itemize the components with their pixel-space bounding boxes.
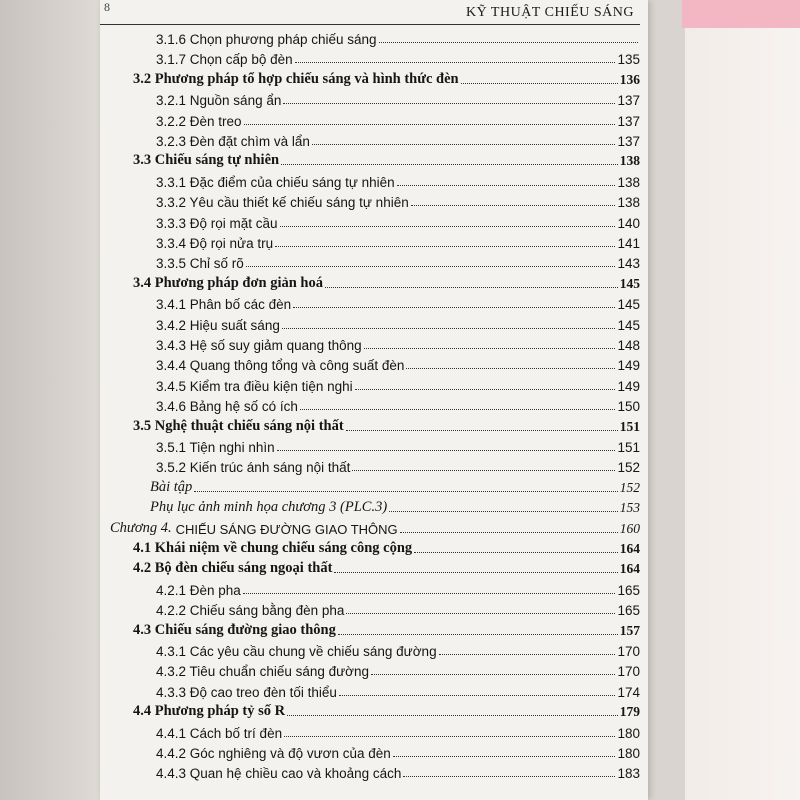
dot-leader: [300, 409, 616, 410]
dot-leader: [355, 389, 616, 390]
toc-entry: [133, 272, 640, 292]
dot-leader: [403, 776, 615, 777]
toc-entry: [156, 394, 640, 414]
toc-page-number: 151: [619, 418, 640, 434]
dot-leader: [281, 164, 618, 165]
toc-entry: [156, 333, 640, 353]
toc-entry: [133, 619, 640, 639]
dot-leader: [389, 511, 618, 512]
toc-page-number: 137: [617, 134, 640, 149]
toc-entry-title: 3.3 Chiếu sáng tự nhiên: [133, 152, 280, 169]
toc-page-number: 148: [617, 338, 640, 353]
chapter-title: CHIẾU SÁNG ĐƯỜNG GIAO THÔNG: [175, 521, 398, 537]
dot-leader: [371, 674, 615, 675]
dot-leader: [406, 368, 615, 369]
dot-leader: [293, 307, 615, 308]
toc-page-number: 145: [617, 317, 640, 333]
toc-entry: [156, 578, 640, 598]
toc-entry-title: 3.3.4 Độ rọi nửa trụ: [156, 236, 274, 251]
toc-page-number: 164: [619, 541, 640, 556]
toc-page-number: 149: [617, 378, 640, 394]
dot-leader: [194, 491, 617, 492]
toc-entry: [156, 374, 640, 394]
toc-entry-title: 3.3.2 Yêu cầu thiết kế chiếu sáng tự nhiên: [156, 195, 409, 211]
toc-entry: [156, 109, 640, 129]
toc-entry: [156, 190, 640, 210]
dot-leader: [325, 287, 618, 288]
toc-page-number: 150: [617, 399, 640, 415]
dot-leader: [243, 593, 616, 594]
dot-leader: [295, 62, 616, 63]
toc-entry: [156, 741, 640, 761]
toc-page-number: 153: [619, 500, 640, 516]
toc-page-number: 137: [617, 113, 640, 129]
chapter-label: Chương 4.: [110, 519, 172, 536]
dot-leader: [352, 470, 615, 471]
toc-entry-title: 3.2.3 Đèn đặt chìm và lẩn: [156, 134, 310, 149]
dot-leader: [339, 695, 616, 696]
toc-page-number: 180: [617, 746, 640, 761]
dot-leader: [287, 715, 618, 716]
toc-entry: [156, 292, 640, 312]
toc-page-number: 180: [617, 725, 640, 741]
dot-leader: [280, 226, 616, 227]
toc-page-number: 143: [617, 256, 640, 272]
toc-entry: [133, 415, 640, 435]
toc-entry-title: 4.3.3 Độ cao treo đèn tối thiểu: [156, 684, 337, 700]
page-number: 8: [104, 0, 110, 14]
toc-entry: [156, 170, 640, 190]
toc-page-number: 151: [617, 440, 640, 455]
toc-page-number: 141: [617, 236, 640, 251]
dot-leader: [346, 430, 618, 431]
running-head: KỸ THUẬT CHIẾU SÁNG: [465, 5, 634, 20]
dot-leader: [461, 83, 618, 84]
toc-entry-title: 4.3 Chiếu sáng đường giao thông: [133, 621, 336, 638]
toc-page-number: 152: [617, 460, 640, 476]
dot-leader: [397, 185, 616, 186]
toc-entry: [150, 476, 640, 496]
toc-entry-title: 3.2.1 Nguồn sáng ẩn: [156, 93, 282, 109]
pink-object-corner: [682, 0, 800, 28]
toc-entry-title: 4.4.2 Góc nghiêng và độ vươn của đèn: [156, 746, 391, 761]
toc-entry: [156, 129, 640, 149]
toc-entry: [110, 517, 640, 537]
toc-page-number: 179: [619, 704, 640, 720]
toc-entry: [133, 149, 640, 169]
toc-page-number: 140: [617, 215, 640, 231]
toc-entry: [156, 761, 640, 781]
book-left-page-edge: [0, 0, 105, 800]
toc-entry-title: 3.5.2 Kiến trúc ánh sáng nội thất: [156, 460, 351, 476]
toc-entry: [156, 313, 640, 333]
toc-entry-title: Phụ lục ảnh minh họa chương 3 (PLC.3): [150, 499, 388, 516]
background-right: [685, 0, 800, 800]
toc-page-number: 183: [617, 766, 640, 782]
toc-page-number: 138: [619, 153, 640, 169]
book-page: [100, 0, 648, 800]
toc-entry-title: 3.2.2 Đèn treo: [156, 113, 242, 129]
toc-entry: [156, 680, 640, 700]
toc-page-number: 152: [619, 479, 640, 495]
toc-entry-title: 3.1.7 Chọn cấp bộ đèn: [156, 52, 293, 68]
toc-page-number: 174: [617, 684, 640, 700]
toc-entry-title: 3.4 Phương pháp đơn giản hoá: [133, 274, 323, 291]
toc-entry-title: 3.4.6 Bảng hệ số có ích: [156, 399, 298, 415]
toc-entry-title: 4.4.1 Cách bố trí đèn: [156, 725, 283, 741]
toc-page-number: 165: [617, 603, 640, 619]
dot-leader: [338, 634, 618, 635]
toc-entry-title: 4.2.2 Chiếu sáng bằng đèn pha: [156, 603, 345, 619]
dot-leader: [414, 552, 618, 553]
dot-leader: [364, 348, 616, 349]
toc-page-number: 165: [617, 582, 640, 598]
toc-entry: [156, 721, 640, 741]
toc-page-number: 164: [619, 561, 640, 577]
toc-entry: [156, 435, 640, 455]
dot-leader: [312, 144, 616, 145]
toc-page-number: 170: [617, 644, 640, 659]
toc-entry-title: 3.3.3 Độ rọi mặt cầu: [156, 215, 278, 231]
toc-page-number: 149: [617, 358, 640, 374]
toc-entry-title: 3.5 Nghệ thuật chiếu sáng nội thất: [133, 417, 344, 434]
toc-page-number: 145: [617, 297, 640, 313]
dot-leader: [400, 532, 618, 533]
toc-entry-title: 3.2 Phương pháp tổ hợp chiếu sáng và hình thức đèn: [133, 70, 459, 87]
toc-page-number: 160: [619, 520, 640, 536]
toc-page-number: 135: [617, 52, 640, 68]
toc-entry-title: 3.4.1 Phân bố các đèn: [156, 297, 292, 313]
toc-entry: [156, 251, 640, 271]
toc-entry-title: 3.5.1 Tiện nghi nhìn: [156, 440, 275, 455]
toc-entry: [156, 353, 640, 373]
dot-leader: [283, 103, 615, 104]
toc-entry-title: 4.3.1 Các yêu cầu chung về chiếu sáng đường: [156, 644, 437, 659]
toc-entry: [156, 211, 640, 231]
toc-page-number: 170: [617, 664, 640, 680]
toc-entry: [150, 496, 640, 516]
dot-leader: [379, 42, 638, 43]
toc-entry: [156, 27, 640, 47]
toc-entry: [133, 557, 640, 577]
toc-entry-title: 3.4.2 Hiệu suất sáng: [156, 317, 280, 333]
dot-leader: [275, 246, 615, 247]
toc-entry-title: 3.4.5 Kiểm tra điều kiện tiện nghi: [156, 378, 353, 394]
toc-entry-title: 4.4 Phương pháp tỷ số R: [133, 703, 286, 720]
toc-entry-title: 4.4.3 Quan hệ chiều cao và khoảng cách: [156, 766, 402, 782]
toc-entry: [156, 231, 640, 251]
dot-leader: [439, 654, 616, 655]
toc-entry: [156, 639, 640, 659]
dot-leader: [284, 736, 615, 737]
dot-leader: [393, 756, 616, 757]
toc-page-number: 157: [619, 622, 640, 638]
toc-entry: [156, 88, 640, 108]
toc-page-number: 136: [619, 71, 640, 87]
toc-entry-title: 4.2 Bộ đèn chiếu sáng ngoại thất: [133, 560, 333, 577]
toc-entry: [133, 68, 640, 88]
toc-entry-title: 4.1 Khái niệm về chung chiếu sáng công cộng: [133, 540, 413, 556]
toc-entry-title: 3.3.5 Chỉ số rõ: [156, 256, 244, 272]
toc-entry: [133, 700, 640, 720]
toc-page-number: 138: [617, 174, 640, 190]
toc-entry-title: 4.3.2 Tiêu chuẩn chiếu sáng đường: [156, 664, 370, 680]
dot-leader: [244, 124, 616, 125]
toc-entry-title: Bài tập: [150, 478, 193, 495]
toc-entry: [156, 455, 640, 475]
toc-entry: [156, 659, 640, 679]
toc-entry: [156, 47, 640, 67]
toc-entry-title: 3.4.3 Hệ số suy giảm quang thông: [156, 338, 362, 353]
toc-entry: [156, 598, 640, 618]
dot-leader: [277, 450, 616, 451]
header-rule: [100, 24, 640, 25]
toc-page-number: 137: [617, 93, 640, 109]
toc-entry-title: 3.1.6 Chọn phương pháp chiếu sáng: [156, 32, 377, 47]
toc-entry-title: 3.4.4 Quang thông tổng và công suất đèn: [156, 358, 405, 374]
toc-entry-title: 4.2.1 Đèn pha: [156, 582, 241, 598]
dot-leader: [246, 266, 616, 267]
toc-page-number: 138: [617, 195, 640, 211]
dot-leader: [346, 613, 615, 614]
dot-leader: [334, 572, 617, 573]
toc-entry-title: 3.3.1 Đặc điểm của chiếu sáng tự nhiên: [156, 174, 395, 190]
dot-leader: [411, 205, 616, 206]
toc-entry: [133, 537, 640, 557]
dot-leader: [282, 328, 616, 329]
toc-page-number: 145: [619, 275, 640, 291]
